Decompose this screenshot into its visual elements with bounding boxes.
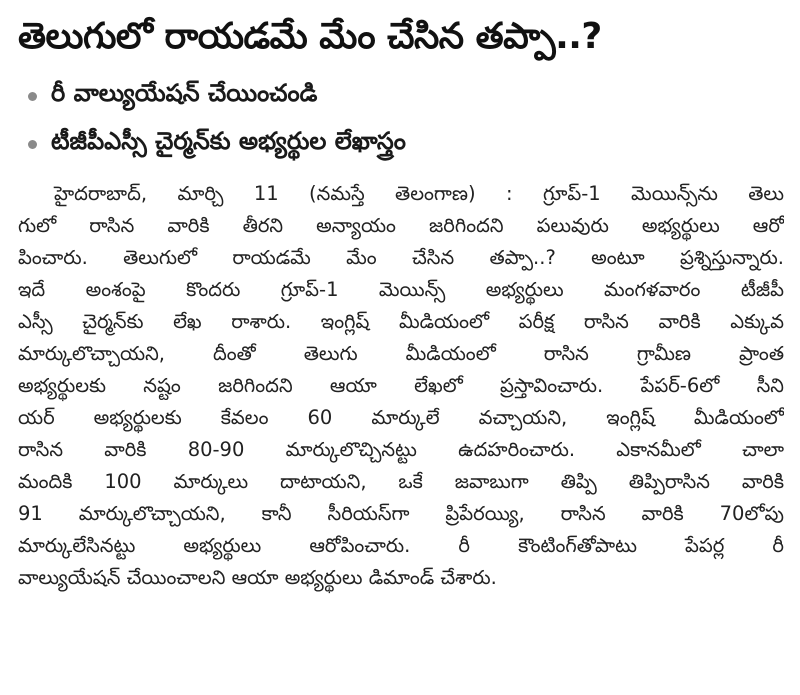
article-headline: తెలుగులో రాయడమే మేం చేసిన తప్పా..? [18,16,602,57]
body-line: యర్ అభ్యర్థులకు కేవలం 60 మార్కులే వచ్చాయని, ఇంగ్లిష్ మీడియంలో [18,406,784,429]
body-line: మందికి 100 మార్కులు దాటాయని, ఒకే జవాబుగా తిప్పి తిప్పిరాసిన వారికి [18,470,784,493]
body-line: రాసిన వారికి 80-90 మార్కులొచ్చినట్టు ఉదహరించారు. ఎకానమీలో చాలా [18,438,784,461]
bullet-dot-icon [28,92,37,101]
subhead-list [18,72,784,168]
body-line: ఎస్సీ చైర్మన్‌కు లేఖ రాశారు. ఇంగ్లిష్ మీడియంలో పరీక్ష రాసిన వారికి ఎక్కువ [18,310,784,333]
subhead-item [18,120,784,168]
article-body [18,178,784,594]
body-line: పించారు. తెలుగులో రాయడమే మేం చేసిన తప్పా..? అంటూ ప్రశ్నిస్తున్నారు. [18,246,784,269]
body-line: గులో రాసిన వారికి తీరని అన్యాయం జరిగిందని పలువురు అభ్యర్థులు ఆరో [18,214,784,237]
body-line: వాల్యుయేషన్ చేయించాలని ఆయా అభ్యర్థులు డిమాండ్ చేశారు. [18,566,497,589]
subhead-item [18,72,784,120]
bullet-dot-icon [28,140,37,149]
body-line: మార్కులేసినట్టు అభ్యర్థులు ఆరోపించారు. రీ కౌంటింగ్‌తోపాటు పేపర్ల రీ [18,534,784,557]
subhead-text: రీ వాల్యుయేషన్ చేయించండి [51,79,318,107]
body-line: హైదరాబాద్, మార్చి 11 (నమస్తే తెలంగాణ) : గ్రూప్-1 మెయిన్స్‌ను తెలు [54,182,784,205]
body-line: 91 మార్కులొచ్చాయని, కానీ సీరియస్‌గా ప్రిపేరయ్యి, రాసిన వారికి 70లోపు [18,502,784,525]
body-line: మార్కులొచ్చాయని, దీంతో తెలుగు మీడియంలో రాసిన గ్రామీణ ప్రాంత [18,342,784,365]
body-line: ఇదే అంశంపై కొందరు గ్రూప్-1 మెయిన్స్ అభ్యర్థులు మంగళవారం టీజీపీ [18,278,784,301]
body-line: అభ్యర్థులకు నష్టం జరిగిందని ఆయా లేఖలో ప్రస్తావించారు. పేపర్-6లో సీని [18,374,784,397]
subhead-text: టీజీపీఎస్సీ చైర్మన్‌కు అభ్యర్థుల లేఖాస్త్రం [51,127,406,155]
